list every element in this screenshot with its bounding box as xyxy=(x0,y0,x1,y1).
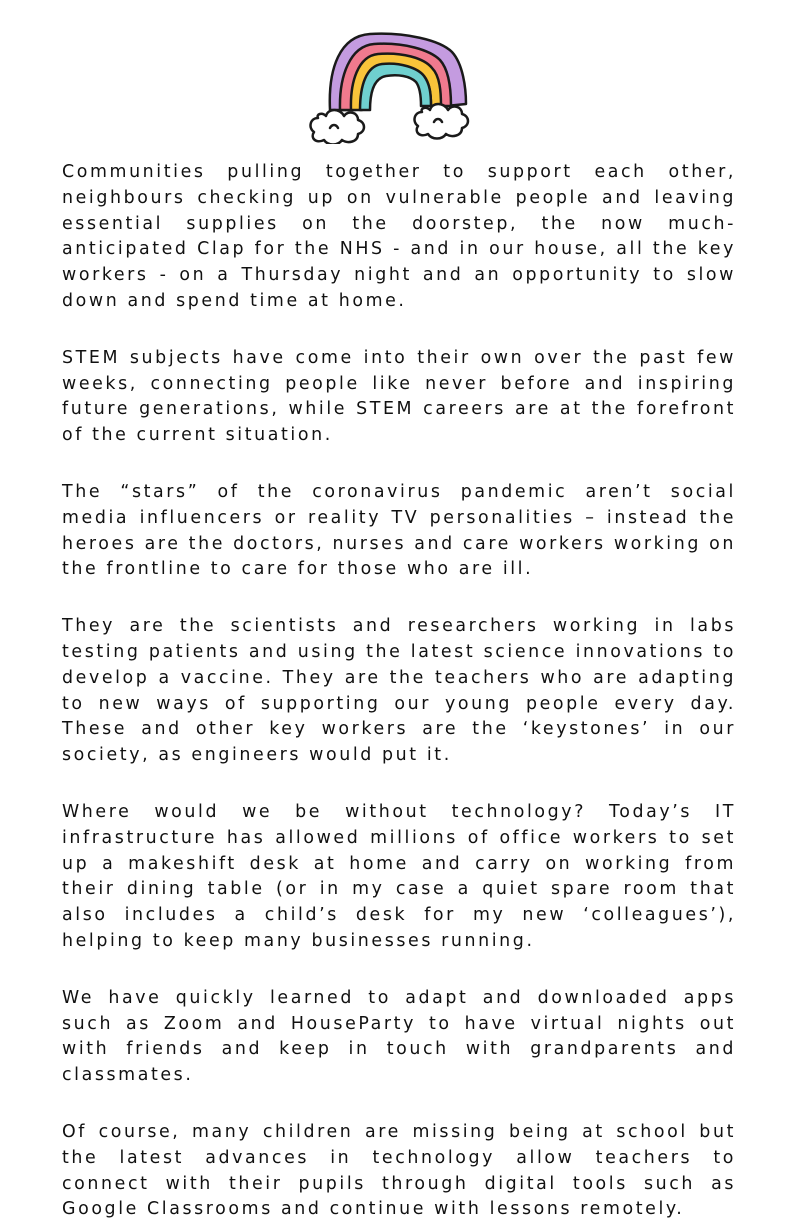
article-paragraph: STEM subjects have come into their own over the past few weeks, connecting people like never before and inspiring future generations, while STEM careers are at the forefront of the current situation. xyxy=(62,347,736,446)
rainbow-logo xyxy=(300,28,500,144)
article-paragraph: They are the scientists and researchers working in labs testing patients and using the latest science innovations to develop a vaccine. They are the teachers who are adapting to new ways of supporting our young people every day. These and other key workers are the ‘keystones’ in our society, as engineers would put it. xyxy=(62,616,736,766)
article-body xyxy=(62,160,736,1223)
article-paragraph: Of course, many children are missing being at school but the latest advances in technology allow teachers to connect with their pupils through digital tools such as Google Classrooms and continue with lessons remotely. xyxy=(62,1121,736,1220)
article-paragraph: Communities pulling together to support each other, neighbours checking up on vulnerable people and leaving essential supplies on the doorstep, the now much-anticipated Clap for the NHS - and in our house, all the key workers - on a Thursday night and an opportunity to slow down and spend time at home. xyxy=(62,162,736,311)
article-paragraph: Where would we be without technology? Today’s IT infrastructure has allowed millions of office workers to set up a makeshift desk at home and carry on working from their dining table (or in my case a quiet spare room that also includes a child’s desk for my new ‘colleagues’), helping to keep many businesses running. xyxy=(62,801,736,951)
article-paragraph: We have quickly learned to adapt and downloaded apps such as Zoom and HouseParty to have virtual nights out with friends and keep in touch with grandparents and classmates. xyxy=(62,987,736,1086)
article-paragraph: The “stars” of the coronavirus pandemic aren’t social media influencers or reality TV personalities – instead the heroes are the doctors, nurses and care workers working on the frontline to care for those who are ill. xyxy=(62,481,736,580)
rainbow-with-clouds-icon xyxy=(300,28,500,144)
